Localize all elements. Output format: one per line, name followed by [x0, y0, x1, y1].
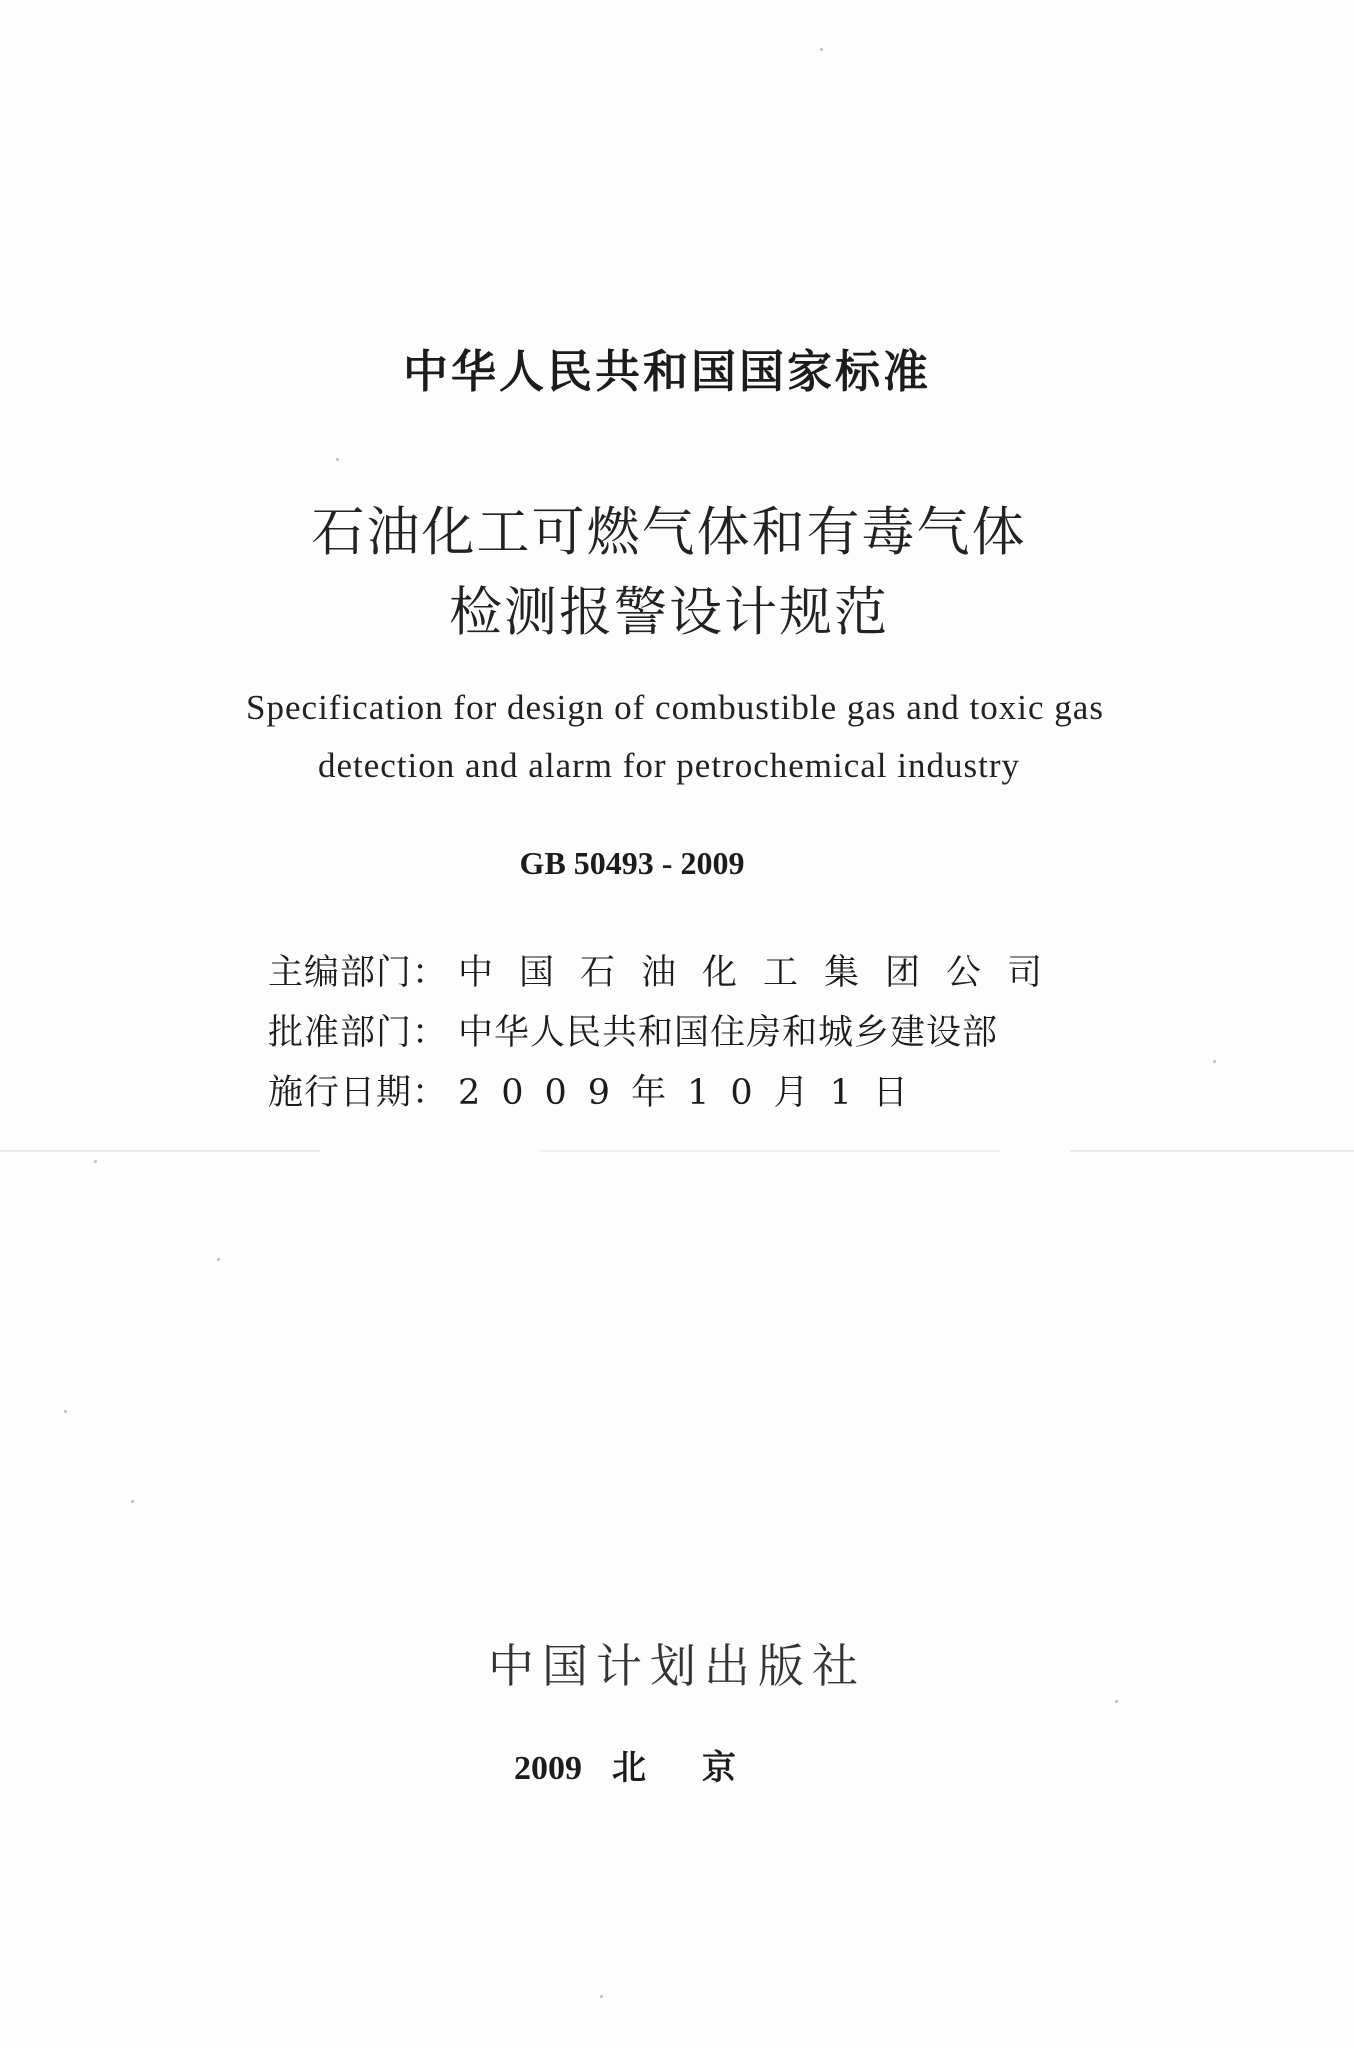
- imprint-city-char-1: 北: [612, 1750, 646, 1787]
- imprint-city-char-2: 京: [702, 1750, 736, 1787]
- imprint-line: [0, 1740, 1302, 1789]
- scan-speck: [820, 48, 823, 51]
- meta-value-effective-date: 2009年10月1日: [458, 1073, 929, 1113]
- meta-value-approver: 中华人民共和国住房和城乡建设部: [458, 1013, 999, 1053]
- meta-value-editor: 中国石油化工集团公司: [458, 953, 1069, 993]
- scan-speck: [1115, 1700, 1118, 1703]
- english-title-line-2: detection and alarm for petrochemical industry: [318, 746, 1020, 785]
- english-title-line-1: Specification for design of combustible gas and toxic gas: [246, 688, 1104, 727]
- scan-speck: [131, 1500, 134, 1503]
- meta-row-approver: [268, 1005, 1048, 1055]
- publisher-name: 中国计划出版社: [488, 1639, 866, 1693]
- scan-speck: [217, 1258, 220, 1261]
- chinese-title-line-1: 石油化工可燃气体和有毒气体: [311, 502, 1027, 563]
- scan-speck: [94, 1160, 97, 1163]
- chinese-title-line-2: 检测报警设计规范: [449, 582, 889, 643]
- standard-code: GB 50493 - 2009: [519, 845, 745, 881]
- scan-speck: [600, 1995, 603, 1998]
- meta-row-effective-date: [268, 1065, 1048, 1115]
- meta-label-approver: 批准部门：: [268, 1013, 449, 1053]
- scan-fold-line: [0, 1150, 1354, 1152]
- meta-label-editor: 主编部门：: [268, 953, 449, 993]
- scan-speck: [336, 458, 339, 461]
- scan-speck: [1213, 1060, 1216, 1063]
- standard-series-label: 中华人民共和国国家标准: [402, 345, 931, 398]
- scan-speck: [64, 1410, 67, 1413]
- meta-row-editor: [268, 945, 1069, 995]
- imprint-year: 2009: [514, 1750, 582, 1787]
- meta-label-effective-date: 施行日期：: [268, 1073, 449, 1113]
